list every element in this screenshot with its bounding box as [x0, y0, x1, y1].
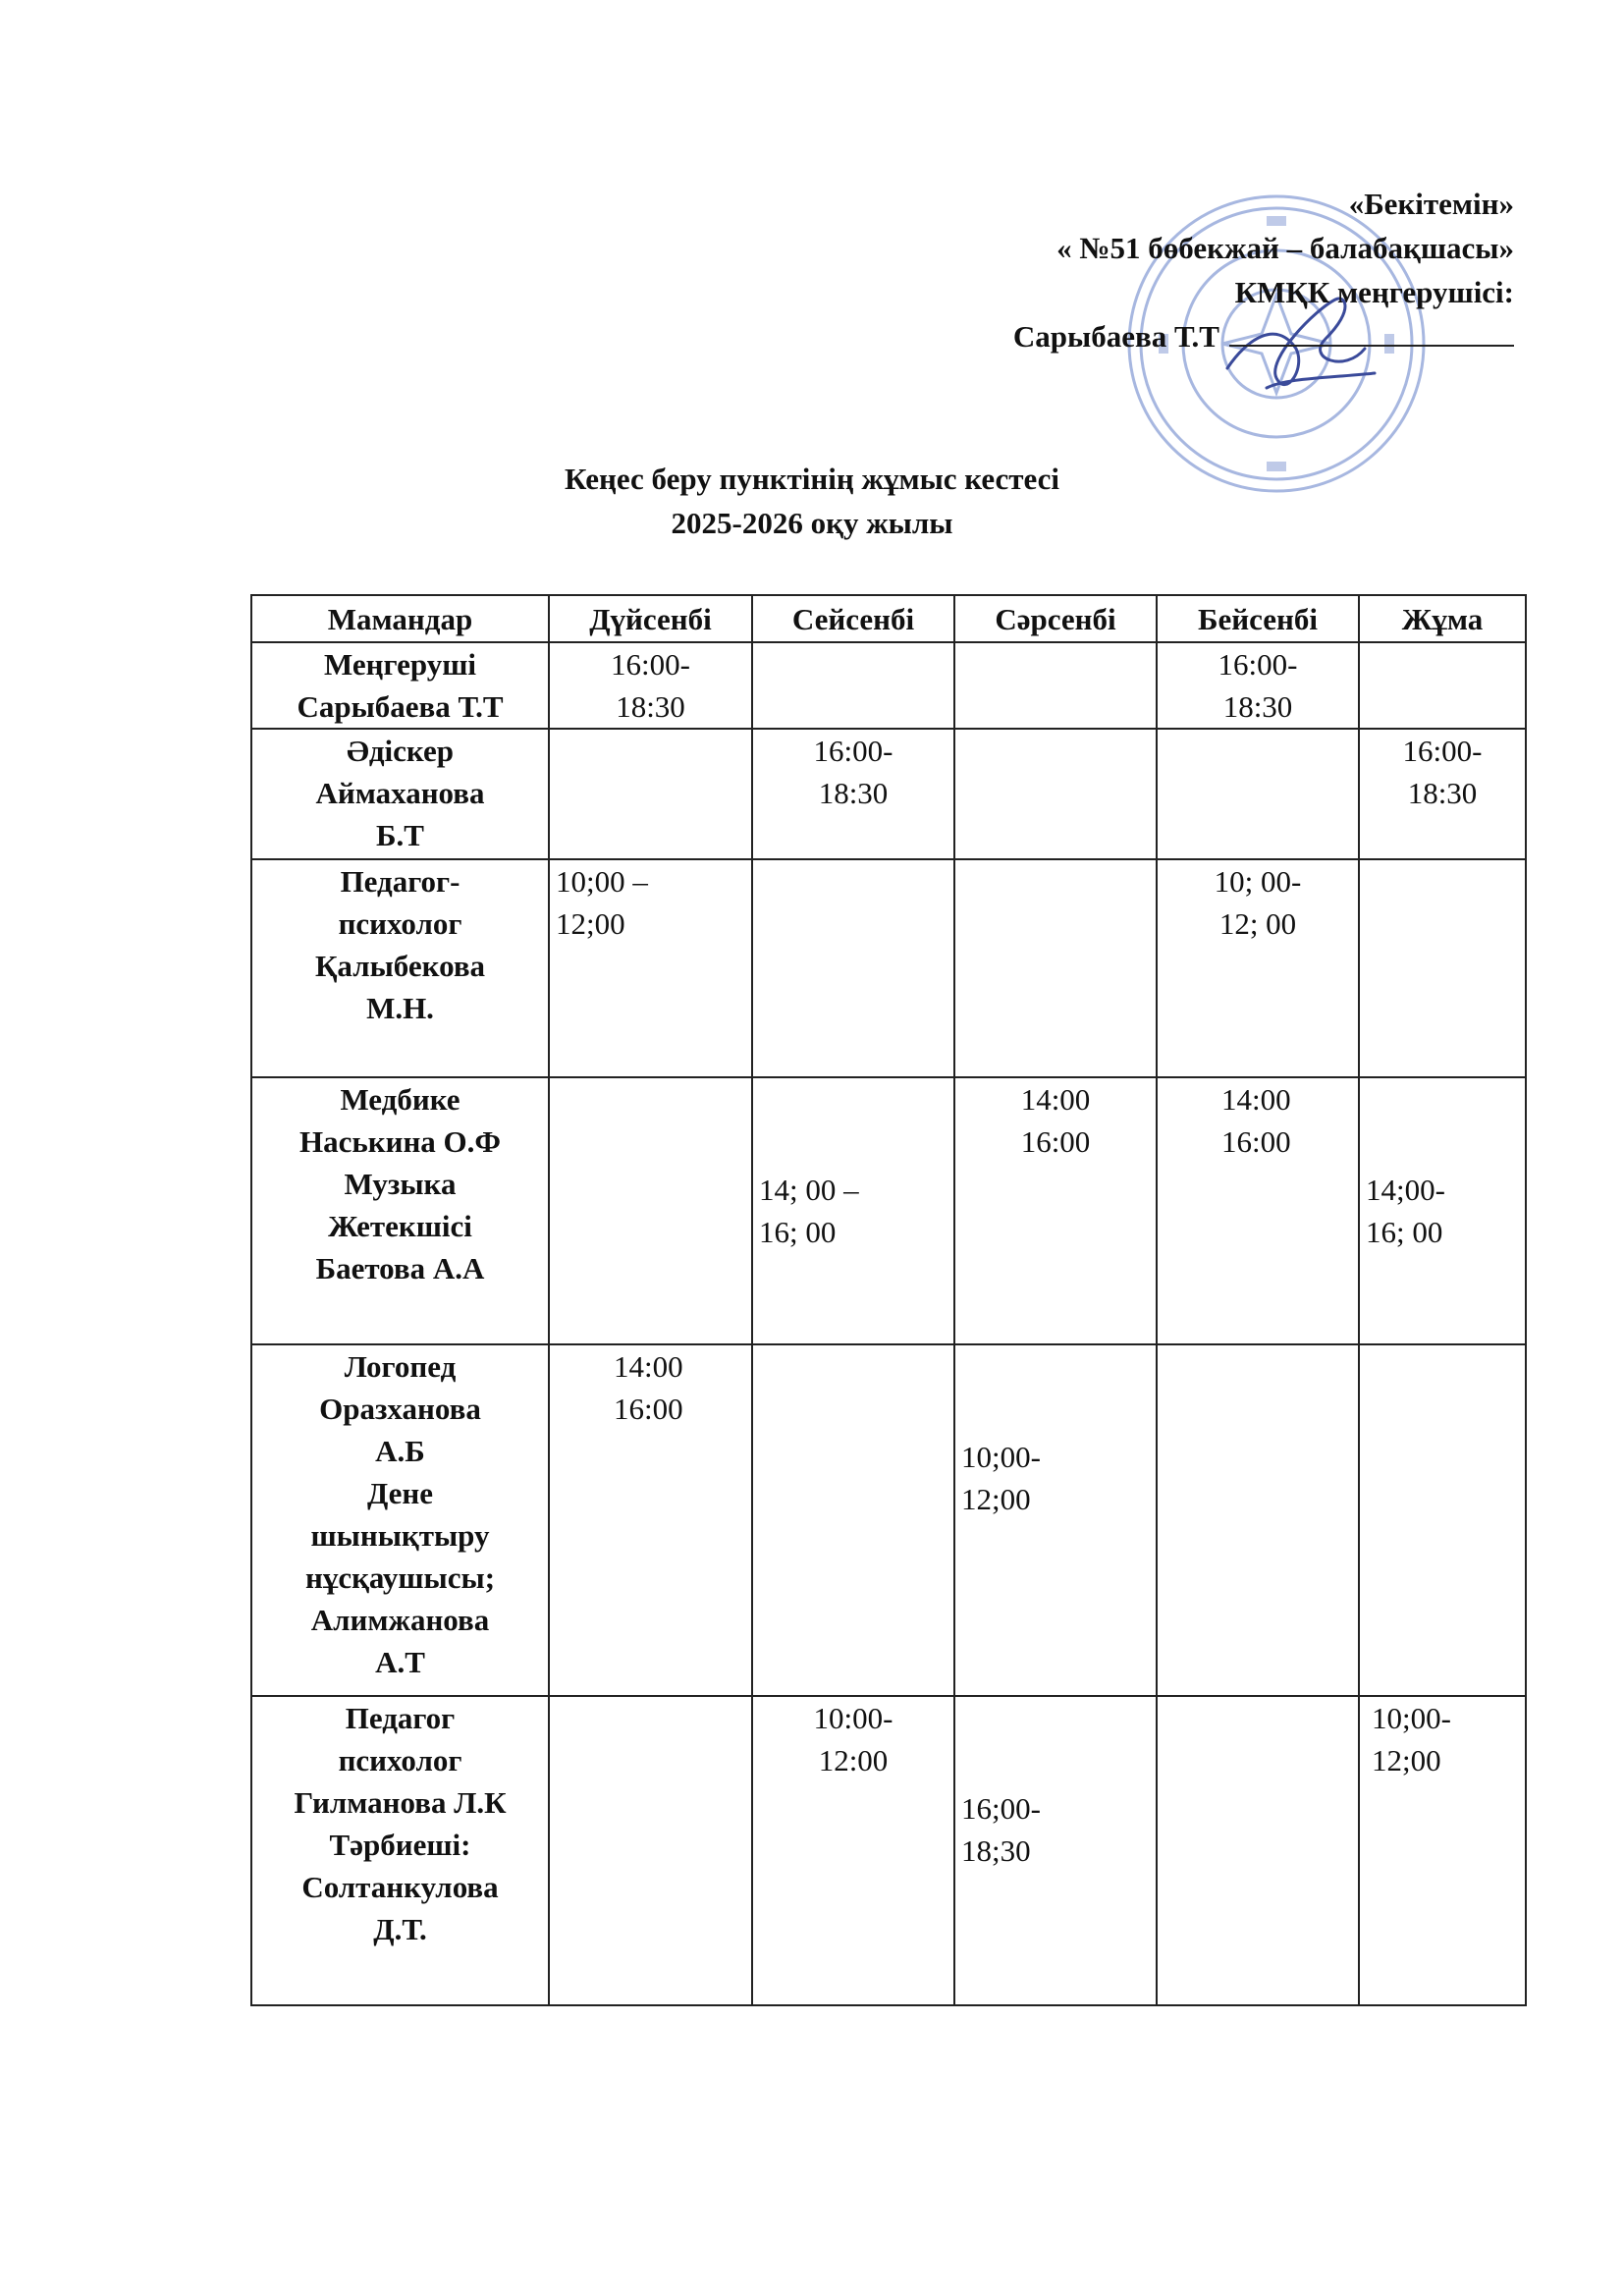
time-cell: [954, 729, 1157, 859]
header-friday: Жұма: [1359, 595, 1526, 642]
time-cell: 10;00 – 12;00: [549, 859, 752, 1077]
time-cell: [549, 1696, 752, 2005]
header-specialists: Мамандар: [251, 595, 549, 642]
header-monday: Дүйсенбі: [549, 595, 752, 642]
time-cell: 16:00- 18:30: [752, 729, 954, 859]
table-row: [251, 1077, 1526, 1344]
time-cell: 10;00- 12;00: [954, 1344, 1157, 1696]
time-cell: 16:00- 18:30: [1359, 729, 1526, 859]
time-cell: [954, 859, 1157, 1077]
time-cell: [752, 859, 954, 1077]
specialist-cell: Меңгеруші Сарыбаева Т.Т: [251, 642, 549, 729]
signature-line: [1229, 319, 1514, 347]
approval-signatory: [1013, 314, 1514, 358]
table-header-row: [251, 595, 1526, 642]
time-cell: [752, 1344, 954, 1696]
time-cell: [1359, 1344, 1526, 1696]
table-row: [251, 859, 1526, 1077]
time-cell: [752, 642, 954, 729]
time-cell: 16:00- 18:30: [549, 642, 752, 729]
time-cell: [1157, 729, 1359, 859]
time-cell: [549, 1077, 752, 1344]
table-row: [251, 1344, 1526, 1696]
specialist-cell: Педагог психолог Гилманова Л.К Тәрбиеші: Солтанкулова Д.Т.: [251, 1696, 549, 2005]
document-title: [0, 457, 1624, 545]
header-thursday: Бейсенбі: [1157, 595, 1359, 642]
header-tuesday: Сейсенбі: [752, 595, 954, 642]
specialist-cell: Әдіскер Аймаханова Б.Т: [251, 729, 549, 859]
approval-block: [1013, 182, 1514, 358]
time-cell: 16:00- 18:30: [1157, 642, 1359, 729]
approval-organization: « №51 бөбекжай – балабақшасы»: [1056, 231, 1514, 265]
time-cell: 14:00 16:00: [549, 1344, 752, 1696]
time-cell: [549, 729, 752, 859]
table-row: [251, 1696, 1526, 2005]
time-cell: [1359, 642, 1526, 729]
table-row: [251, 642, 1526, 729]
title-line-2: 2025-2026 оқу жылы: [671, 506, 953, 540]
time-cell: 10; 00- 12; 00: [1157, 859, 1359, 1077]
specialist-cell: Педагог- психолог Қалыбекова М.Н.: [251, 859, 549, 1077]
approval-heading: «Бекітемін»: [1348, 187, 1514, 221]
time-cell: 14:00 16:00: [954, 1077, 1157, 1344]
signatory-name: Сарыбаева Т.Т: [1012, 319, 1219, 354]
time-cell: [1157, 1696, 1359, 2005]
time-cell: [1157, 1344, 1359, 1696]
time-cell: 14:00 16:00: [1157, 1077, 1359, 1344]
time-cell: 14; 00 – 16; 00: [752, 1077, 954, 1344]
specialist-cell: Логопед Оразханова А.Б Дене шынықтыру нұсқаушысы; Алимжанова А.Т: [251, 1344, 549, 1696]
schedule-table: [250, 594, 1527, 2006]
time-cell: [954, 642, 1157, 729]
title-line-1: Кеңес беру пунктінің жұмыс кестесі: [564, 462, 1060, 496]
header-wednesday: Сәрсенбі: [954, 595, 1157, 642]
time-cell: [1359, 859, 1526, 1077]
time-cell: 16;00- 18;30: [954, 1696, 1157, 2005]
time-cell: 14;00- 16; 00: [1359, 1077, 1526, 1344]
time-cell: 10;00- 12;00: [1359, 1696, 1526, 2005]
time-cell: 10:00- 12:00: [752, 1696, 954, 2005]
table-row: [251, 729, 1526, 859]
approval-position: КМҚК меңгерушісі:: [1234, 275, 1514, 309]
specialist-cell: Медбике Наськина О.Ф Музыка Жетекшісі Баетова А.А: [251, 1077, 549, 1344]
